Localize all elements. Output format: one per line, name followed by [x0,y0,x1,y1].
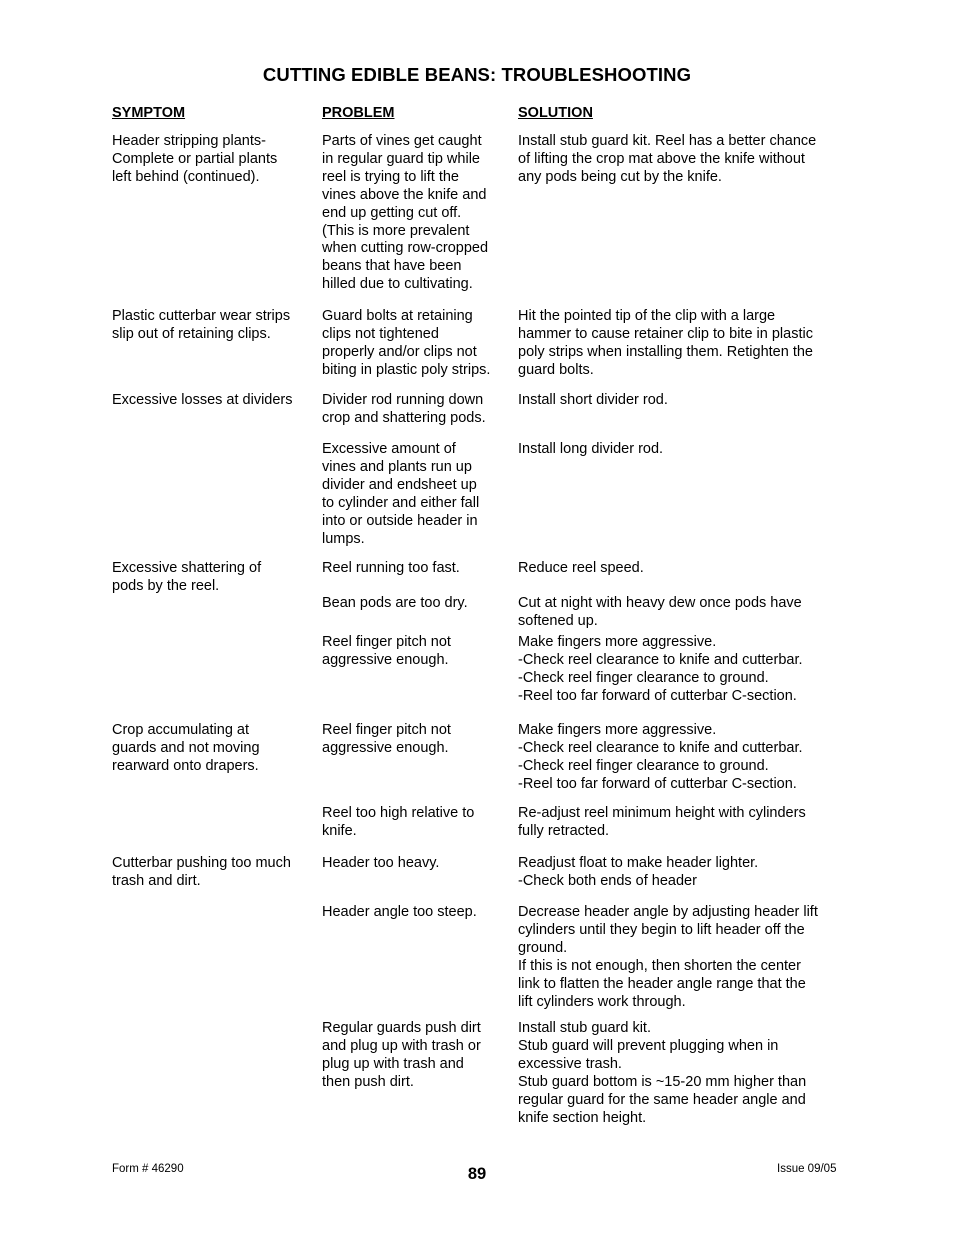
solution-cell: Re-adjust reel minimum height with cylinders fully retracted. [518,805,806,839]
page-number: 89 [467,1165,487,1183]
issue-date: Issue 09/05 [777,1163,837,1175]
problem-cell: Excessive amount of vines and plants run up divider and endsheet up to cylinder and either fall into or outside header in lumps. [322,441,480,547]
problem-cell: Bean pods are too dry. [322,595,468,611]
solution-cell: Hit the pointed tip of the clip with a large hammer to cause retainer clip to bite in plastic poly strips when installing them. Retighten the guard bolts. [518,308,813,378]
page-title: CUTTING EDIBLE BEANS: TROUBLESHOOTING [262,64,692,85]
form-number: Form # 46290 [112,1163,184,1175]
problem-cell: Guard bolts at retaining clips not tightened properly and/or clips not biting in plastic poly strips. [322,308,491,378]
solution-cell: Reduce reel speed. [518,560,644,576]
solution-cell: Decrease header angle by adjusting header lift cylinders until they begin to lift header off the ground. If this is not enough, then shorten the center link to flatten the header angle range that the lift cylinders work through. [518,904,818,1010]
solution-cell: Install short divider rod. [518,392,668,408]
solution-cell: Cut at night with heavy dew once pods have softened up. [518,595,802,629]
problem-cell: Reel finger pitch not aggressive enough. [322,634,451,668]
problem-cell: Header too heavy. [322,855,440,871]
symptom-cell: Plastic cutterbar wear strips slip out of retaining clips. [112,308,291,342]
solution-cell: Install stub guard kit. Stub guard will prevent plugging when in excessive trash. Stub guard bottom is ~15-20 mm higher than regular guard for the same header angle and knife section height. [518,1020,807,1126]
symptom-cell: Crop accumulating at guards and not moving rearward onto drapers. [112,722,260,774]
symptom-cell: Header stripping plants- Complete or partial plants left behind (continued). [112,133,278,185]
solution-cell: Install long divider rod. [518,441,664,457]
solution-column-header: SOLUTION [518,105,593,121]
problem-cell: Reel running too fast. [322,560,460,576]
problem-cell: Regular guards push dirt and plug up with trash or plug up with trash and then push dirt. [322,1020,481,1090]
problem-cell: Parts of vines get caught in regular guard tip while reel is trying to lift the vines above the knife and end up getting cut off. (This is more prevalent when cutting row-cropped beans that have been hilled due to cultivating. [322,133,489,293]
solution-cell: Readjust float to make header lighter. -Check both ends of header [518,855,759,889]
problem-cell: Header angle too steep. [322,904,477,920]
symptom-column-header: SYMPTOM [112,105,186,121]
problem-cell: Reel finger pitch not aggressive enough. [322,722,451,756]
problem-cell: Reel too high relative to knife. [322,805,475,839]
symptom-cell: Excessive losses at dividers [112,392,293,408]
symptom-cell: Cutterbar pushing too much trash and dirt. [112,855,291,889]
problem-cell: Divider rod running down crop and shattering pods. [322,392,486,426]
solution-cell: Install stub guard kit. Reel has a better chance of lifting the crop mat above the knife without any pods being cut by the knife. [518,133,817,185]
solution-cell: Make fingers more aggressive. -Check reel clearance to knife and cutterbar. -Check reel finger clearance to ground. -Reel too far forward of cutterbar C-section. [518,722,803,792]
problem-column-header: PROBLEM [322,105,395,121]
solution-cell: Make fingers more aggressive. -Check reel clearance to knife and cutterbar. -Check reel finger clearance to ground. -Reel too far forward of cutterbar C-section. [518,634,803,704]
symptom-cell: Excessive shattering of pods by the reel. [112,560,262,594]
